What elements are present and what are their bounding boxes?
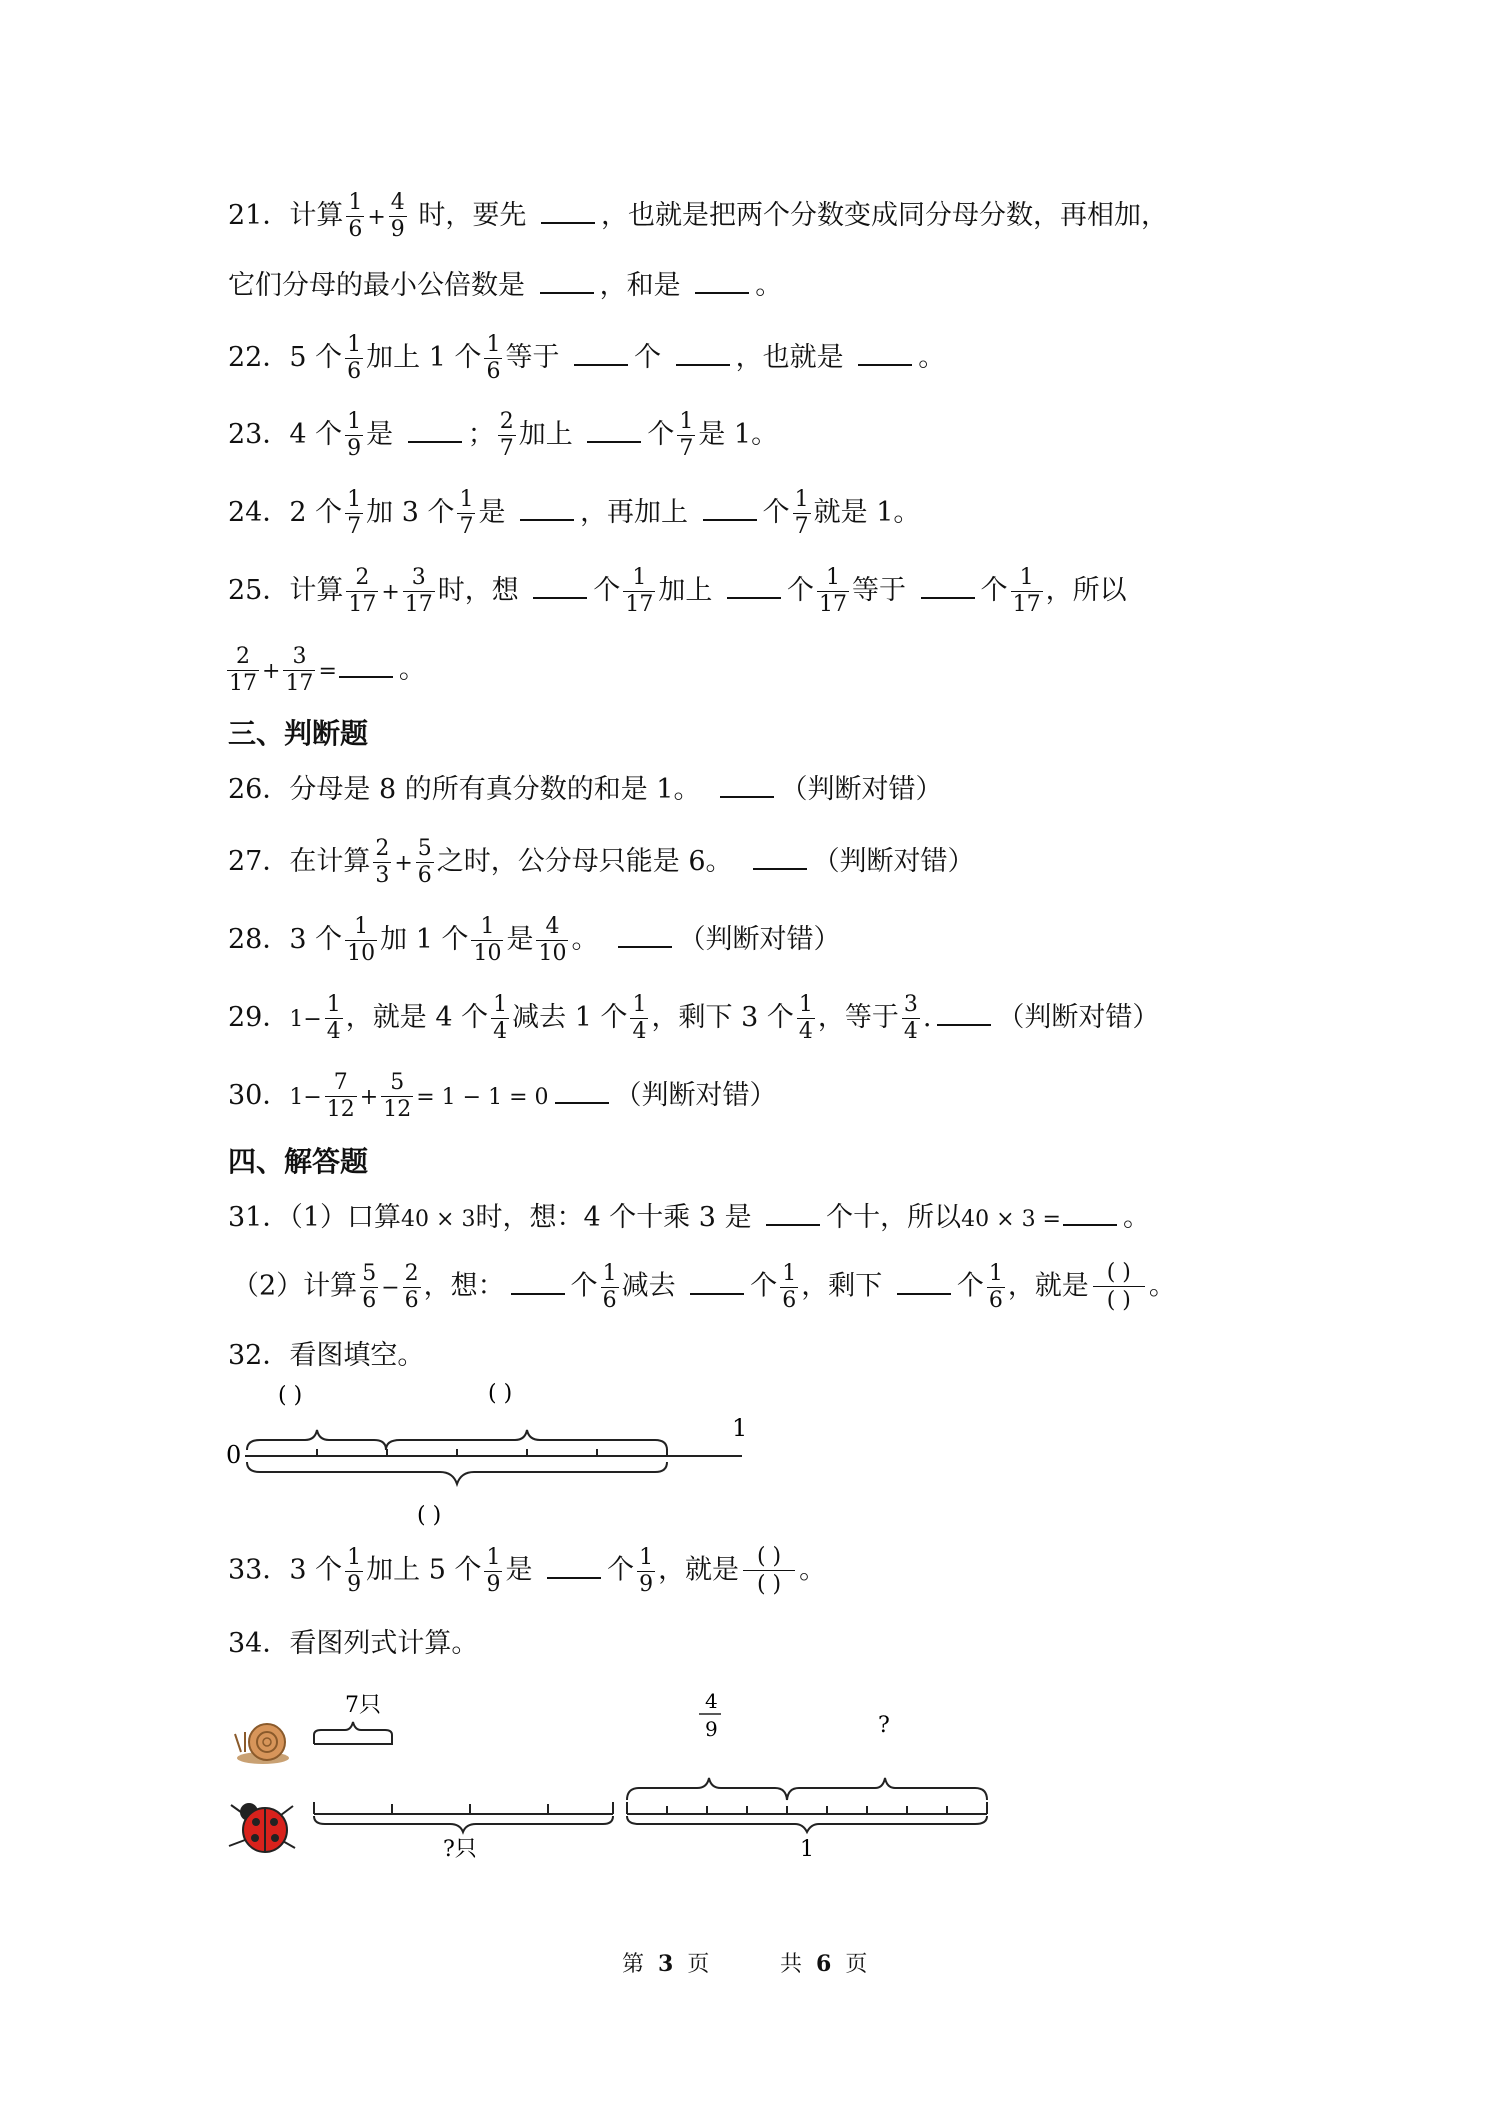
fraction: $\frac{1}{17}$ [1012,565,1041,617]
fraction: $\frac{5}{12}$ [383,1070,412,1122]
fraction: $\frac{4}{9}$ [390,190,405,242]
fraction: $\frac{1}{6}$ [348,190,363,242]
answer-blank[interactable] [533,596,587,599]
q30: 30．1− $\frac{7}{12}$ + $\frac{5}{12}$ = 1 − 1 = 0 （判断对错） [228,1070,777,1122]
q27: 27．在计算 $\frac{2}{3}$ + $\frac{5}{6}$ 之时，公分母只能是 6。 （判断对错） [228,836,975,888]
label-seven: 7只 [345,1693,381,1718]
snail-icon [235,1724,289,1764]
fraction: $\frac{2}{3}$ [375,836,390,888]
fraction: $\frac{2}{7}$ [499,409,514,461]
fraction: $\frac{1}{7}$ [347,487,362,539]
fraction: $\frac{1}{4}$ [326,992,341,1044]
fraction: $\frac{1}{17}$ [818,565,847,617]
q33: 33．3 个 $\frac{1}{9}$ 加上 5 个 $\frac{1}{9}$ 是 个 $\frac{1}{9}$ ，就是 ( ) ( ) 。 [228,1544,827,1597]
blank-paren-bottom: ( ) [417,1503,442,1528]
brace-top-right [386,1430,667,1450]
fraction: $\frac{2}{17}$ [229,644,257,696]
fraction: $\frac{1}{7}$ [794,487,809,539]
section-title-answers: 四、解答题 [228,1145,369,1178]
q34-diagram [225,1690,1025,1870]
label-one: 1 [800,1837,814,1862]
fraction: $\frac{1}{6}$ [602,1260,617,1313]
fraction: $\frac{3}{17}$ [285,644,314,696]
brace-top-left [247,1430,386,1450]
answer-blank[interactable] [547,1576,601,1579]
answer-blank[interactable] [555,1101,609,1104]
answer-blank[interactable] [1063,1223,1117,1226]
fraction: $\frac{1}{9}$ [347,1544,362,1597]
answer-blank[interactable] [695,291,749,294]
blank-paren-top-left: ( ) [278,1383,303,1408]
fraction: $\frac{2}{6}$ [404,1260,419,1313]
q26: 26．分母是 8 的所有真分数的和是 1。 （判断对错） [228,774,943,805]
fraction: $\frac{1}{6}$ [486,332,501,384]
q31-part1: 31．（1）口算40 × 3时，想：4 个十乘 3 是 个十，所以40 × 3 = 。 [228,1202,1150,1233]
answer-blank[interactable] [511,1292,565,1295]
q28: 28．3 个 $\frac{1}{10}$ 加 1 个 $\frac{1}{10}$ 是 $\frac{4}{10}$ 。 （判断对错） [228,914,841,966]
q21-line1: 21．计算 $\frac{1}{6}$ + $\frac{4}{9}$ 时，要先 ，也就是把两个分数变成同分母分数，再相加， [228,190,1168,242]
frac-den: 9 [705,1717,718,1741]
q32-prompt: 32．看图填空。 [228,1340,425,1371]
fraction: $\frac{5}{6}$ [417,836,432,888]
answer-blank[interactable] [408,440,462,443]
fraction: $\frac{1}{4}$ [493,992,508,1044]
answer-blank[interactable] [540,291,594,294]
brace-ladybug [314,1816,613,1832]
q25-line2: $\frac{2}{17}$ + $\frac{3}{17}$ = 。 [229,644,426,696]
brace-four-ninths [627,1778,787,1800]
answer-blank[interactable] [587,440,641,443]
q29: 29．1− $\frac{1}{4}$ ，就是 4 个 $\frac{1}{4}$ 减去 1 个 $\frac{1}{4}$ ，剩下 3 个 $\frac{1}{4}$ ，等于 $\frac{3}{4}$ . （判断对错） [228,992,1160,1044]
q21-line2: 它们分母的最小公倍数是 ，和是 。 [228,270,783,301]
answer-blank[interactable] [727,596,781,599]
fraction-answer-box[interactable]: ( ) ( ) [1093,1262,1145,1312]
fraction: $\frac{1}{6}$ [988,1260,1003,1313]
fraction: $\frac{3}{4}$ [903,992,918,1044]
answer-blank[interactable] [937,1023,991,1026]
label-one: 1 [732,1414,748,1442]
blank-paren-top-right: ( ) [488,1381,513,1406]
fraction: $\frac{1}{17}$ [625,565,654,617]
answer-blank[interactable] [766,1223,820,1226]
q34-prompt: 34．看图列式计算。 [228,1628,479,1659]
q22: 22．5 个 $\frac{1}{6}$ 加上 1 个 $\frac{1}{6}$ 等于 个 ，也就是 。 [228,332,946,384]
page-footer: 第 3 页 [622,1951,710,1977]
tick-marks [317,1449,667,1456]
answer-blank[interactable] [690,1292,744,1295]
answer-blank[interactable] [858,363,912,366]
answer-blank[interactable] [339,675,393,678]
answer-blank[interactable] [921,596,975,599]
section-title-judgement: 三、判断题 [228,717,369,750]
page-total: 共 6 页 [780,1951,868,1977]
answer-blank[interactable] [520,518,574,521]
answer-blank[interactable] [676,363,730,366]
brace-whole [627,1816,987,1832]
fraction: $\frac{1}{9}$ [486,1544,501,1597]
label-question: ? [878,1713,890,1738]
fraction: $\frac{1}{4}$ [632,992,647,1044]
fraction: $\frac{4}{10}$ [538,914,567,966]
label-question-animals: ?只 [443,1837,477,1862]
fraction: $\frac{1}{6}$ [782,1260,797,1313]
fraction-answer-box[interactable]: ( ) ( ) [743,1546,795,1596]
q31-part2: （2）计算 $\frac{5}{6}$ − $\frac{2}{6}$ ，想： 个 $\frac{1}{6}$ 减去 个 $\frac{1}{6}$ ，剩下 个 $\frac{1}{6}$ ，就是 ( ) ( ) 。 [232,1260,1176,1313]
brace-bottom [247,1462,667,1484]
brace-seven [314,1722,392,1744]
q32-number-line-diagram [220,1380,760,1540]
fraction: $\frac{1}{9}$ [347,409,362,461]
answer-blank[interactable] [753,867,807,870]
fraction: $\frac{2}{17}$ [348,565,377,617]
frac-num: 4 [705,1690,718,1713]
fraction: $\frac{1}{10}$ [473,914,502,966]
answer-blank[interactable] [541,221,595,224]
fraction: $\frac{1}{10}$ [347,914,376,966]
answer-blank[interactable] [720,795,774,798]
q23: 23．4 个 $\frac{1}{9}$ 是 ； $\frac{2}{7}$ 加上 个 $\frac{1}{7}$ 是 1。 [228,409,779,461]
answer-blank[interactable] [897,1292,951,1295]
q24: 24．2 个 $\frac{1}{7}$ 加 3 个 $\frac{1}{7}$ 是 ，再加上 个 $\frac{1}{7}$ 就是 1。 [228,487,921,539]
fraction: $\frac{1}{6}$ [347,332,362,384]
ladybug-icon [229,1803,295,1852]
brace-question [787,1778,987,1800]
fraction: $\frac{1}{7}$ [459,487,474,539]
q25-line1: 25．计算 $\frac{2}{17}$ + $\frac{3}{17}$ 时，想 个 $\frac{1}{17}$ 加上 个 $\frac{1}{17}$ 等于 个 $\frac{1}{17}$ ，所以 [228,565,1127,617]
label-zero: 0 [226,1441,242,1469]
answer-blank[interactable] [618,945,672,948]
fraction: $\frac{3}{17}$ [404,565,433,617]
fraction: $\frac{1}{4}$ [798,992,813,1044]
fraction: $\frac{1}{7}$ [679,409,694,461]
answer-blank[interactable] [574,363,628,366]
answer-blank[interactable] [703,518,757,521]
fraction: $\frac{1}{9}$ [639,1544,654,1597]
fraction: $\frac{7}{12}$ [326,1070,355,1122]
fraction: $\frac{5}{6}$ [362,1260,377,1313]
